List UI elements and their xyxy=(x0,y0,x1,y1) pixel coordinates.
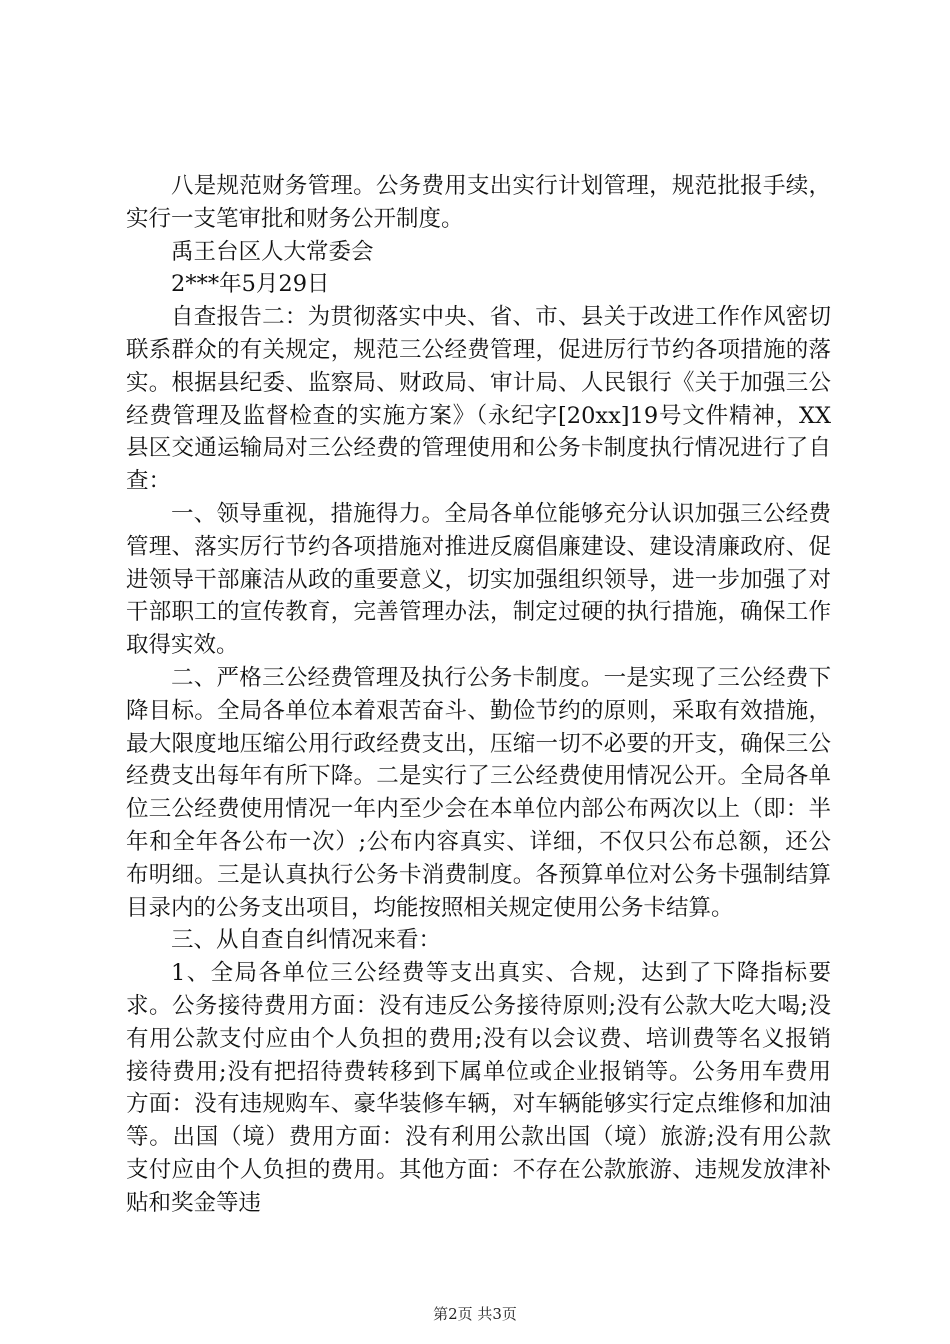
document-body xyxy=(126,170,831,1220)
paragraph-self-check-item-1: 1、全局各单位三公经费等支出真实、合规，达到了下降指标要求。公务接待费用方面：没有违反公务接待原则;没有公款大吃大喝;没有用公款支付应由个人负担的费用;没有以会议费、培训费等名义报销接待费用;没有把招待费转移到下属单位或企业报销等。公务用车费用方面：没有违规购车、豪华装修车辆，对车辆能够实行定点维修和加油等。出国（境）费用方面：没有利用公款出国（境）旅游;没有用公款支付应由个人负担的费用。其他方面：不存在公款旅游、违规发放津补贴和奖金等违 xyxy=(126,960,831,1216)
paragraph-signature-date: 2***年5月29日 xyxy=(171,271,330,298)
paragraph-financial-management: 八是规范财务管理。公务费用支出实行计划管理，规范批报手续，实行一支笔审批和财务公开制度。 xyxy=(126,173,831,232)
paragraph-report-two-intro: 自查报告二：为贯彻落实中央、省、市、县关于改进工作作风密切联系群众的有关规定，规范三公经费管理，促进厉行节约各项措施的落实。根据县纪委、监察局、财政局、审计局、人民银行《关于加强三公经费管理及监督检查的实施方案》（永纪字[20xx]19号文件精神，XX县区交通运输局对三公经费的管理使用和公务卡制度执行情况进行了自查： xyxy=(126,304,831,495)
paragraph-strict-management: 二、严格三公经费管理及执行公务卡制度。一是实现了三公经费下降目标。全局各单位本着艰苦奋斗、勤俭节约的原则，采取有效措施，最大限度地压缩公用行政经费支出，压缩一切不必要的开支，确保三公经费支出每年有所下降。二是实行了三公经费使用情况公开。全局各单位三公经费使用情况一年内至少会在本单位内部公布两次以上（即：半年和全年各公布一次）;公布内容真实、详细，不仅只公布总额，还公布明细。三是认真执行公务卡消费制度。各预算单位对公务卡强制结算目录内的公务支出项目，均能按照相关规定使用公务卡结算。 xyxy=(126,664,831,921)
page-footer: 第2页 共3页 xyxy=(433,1305,517,1323)
paragraph-self-check-heading: 三、从自查自纠情况来看： xyxy=(171,927,442,954)
paragraph-leadership: 一、领导重视，措施得力。全局各单位能够充分认识加强三公经费管理、落实厉行节约各项措施对推进反腐倡廉建设、建设清廉政府、促进领导干部廉洁从政的重要意义，切实加强组织领导，进一步加强了对干部职工的宣传教育，完善管理办法，制定过硬的执行措施，确保工作取得实效。 xyxy=(126,500,831,659)
paragraph-signature-org: 禹王台区人大常委会 xyxy=(171,238,374,265)
